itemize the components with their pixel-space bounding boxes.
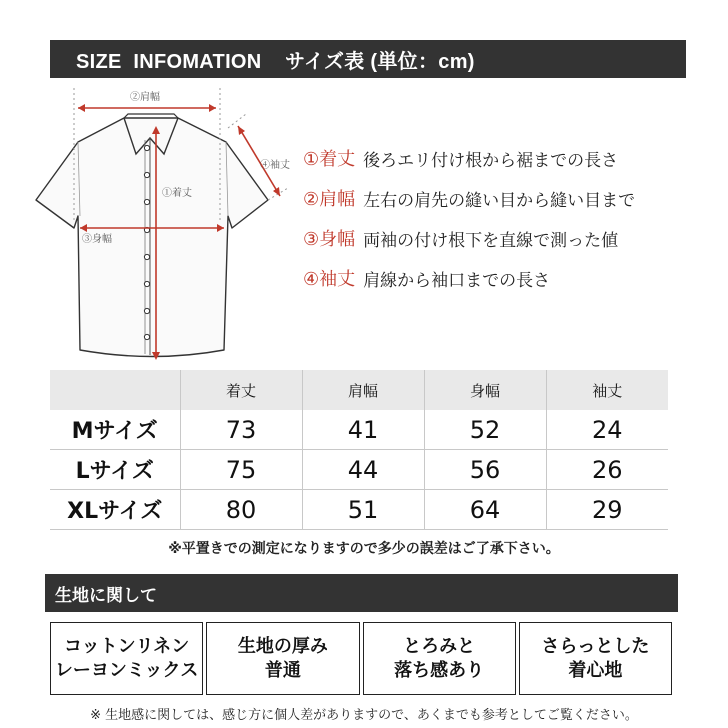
- description-key: ②肩幅: [303, 189, 356, 210]
- fabric-feature-box: [206, 622, 359, 695]
- table-header-cell: 着丈: [180, 370, 302, 410]
- table-row: [50, 450, 668, 490]
- feature-line: レーヨンミックス: [54, 659, 199, 681]
- shoulder-label: ②肩幅: [130, 92, 160, 103]
- description-length: [303, 138, 723, 178]
- description-key: ③身幅: [303, 229, 356, 250]
- shirt-illustration: [28, 80, 310, 370]
- table-cell: 73: [180, 410, 302, 450]
- description-text: 左右の肩先の縫い目から縫い目まで: [363, 190, 636, 211]
- table-header-row: [50, 370, 668, 410]
- measurement-descriptions: [303, 138, 723, 298]
- feature-line: 普通: [264, 659, 301, 681]
- shirt-diagram: [28, 80, 310, 370]
- size-label: Lサイズ: [50, 450, 180, 490]
- table-row: [50, 490, 668, 530]
- measurement-note: ※平置きでの測定になりますので多少の誤差はご了承下さい。: [168, 541, 560, 557]
- description-text: 後ろエリ付け根から裾までの長さ: [363, 150, 619, 171]
- table-row: [50, 410, 668, 450]
- fabric-features: [50, 622, 672, 695]
- feature-line: とろみと: [403, 635, 476, 657]
- width-label: ③身幅: [82, 234, 112, 245]
- description-sleeve: [303, 258, 723, 298]
- table-cell: 51: [302, 490, 424, 530]
- size-info-header: [50, 40, 686, 78]
- table-cell: 29: [546, 490, 668, 530]
- table-cell: 26: [546, 450, 668, 490]
- table-header-cell: 肩幅: [302, 370, 424, 410]
- table-cell: 80: [180, 490, 302, 530]
- table-cell: 44: [302, 450, 424, 490]
- table-cell: 52: [424, 410, 546, 450]
- feature-line: 生地の厚み: [237, 635, 328, 657]
- description-width: [303, 218, 723, 258]
- fabric-feature-box: [519, 622, 672, 695]
- fabric-feature-box: [363, 622, 516, 695]
- size-label: Mサイズ: [50, 410, 180, 450]
- sleeve-label: ④袖丈: [260, 160, 290, 171]
- size-table: [50, 370, 668, 530]
- fabric-title: 生地に関して: [55, 585, 157, 606]
- description-text: 肩線から袖口までの長さ: [363, 270, 551, 291]
- description-key: ①着丈: [303, 149, 356, 170]
- feature-line: コットンリネン: [63, 635, 190, 657]
- fabric-header: [45, 574, 678, 612]
- description-text: 両袖の付け根下を直線で測った値: [363, 230, 619, 251]
- table-header-cell: 袖丈: [546, 370, 668, 410]
- table-header-cell: 身幅: [424, 370, 546, 410]
- feature-line: 着心地: [568, 659, 623, 681]
- fabric-feature-box: [50, 622, 203, 695]
- description-key: ④袖丈: [303, 269, 356, 290]
- table-cell: 64: [424, 490, 546, 530]
- size-info-title: SIZE INFOMATION サイズ表 (単位：cm): [76, 50, 475, 73]
- table-cell: 56: [424, 450, 546, 490]
- feature-line: 落ち感あり: [394, 659, 485, 681]
- size-label: XLサイズ: [50, 490, 180, 530]
- length-label: ①着丈: [162, 188, 192, 199]
- feature-line: さらっとした: [541, 635, 650, 657]
- table-cell: 75: [180, 450, 302, 490]
- table-header-cell: [50, 370, 180, 410]
- fabric-note: ※ 生地感に関しては、感じ方に個人差がありますので、あくまでも参考としてご覧ください。: [90, 708, 638, 723]
- description-shoulder: [303, 178, 723, 218]
- table-cell: 24: [546, 410, 668, 450]
- table-cell: 41: [302, 410, 424, 450]
